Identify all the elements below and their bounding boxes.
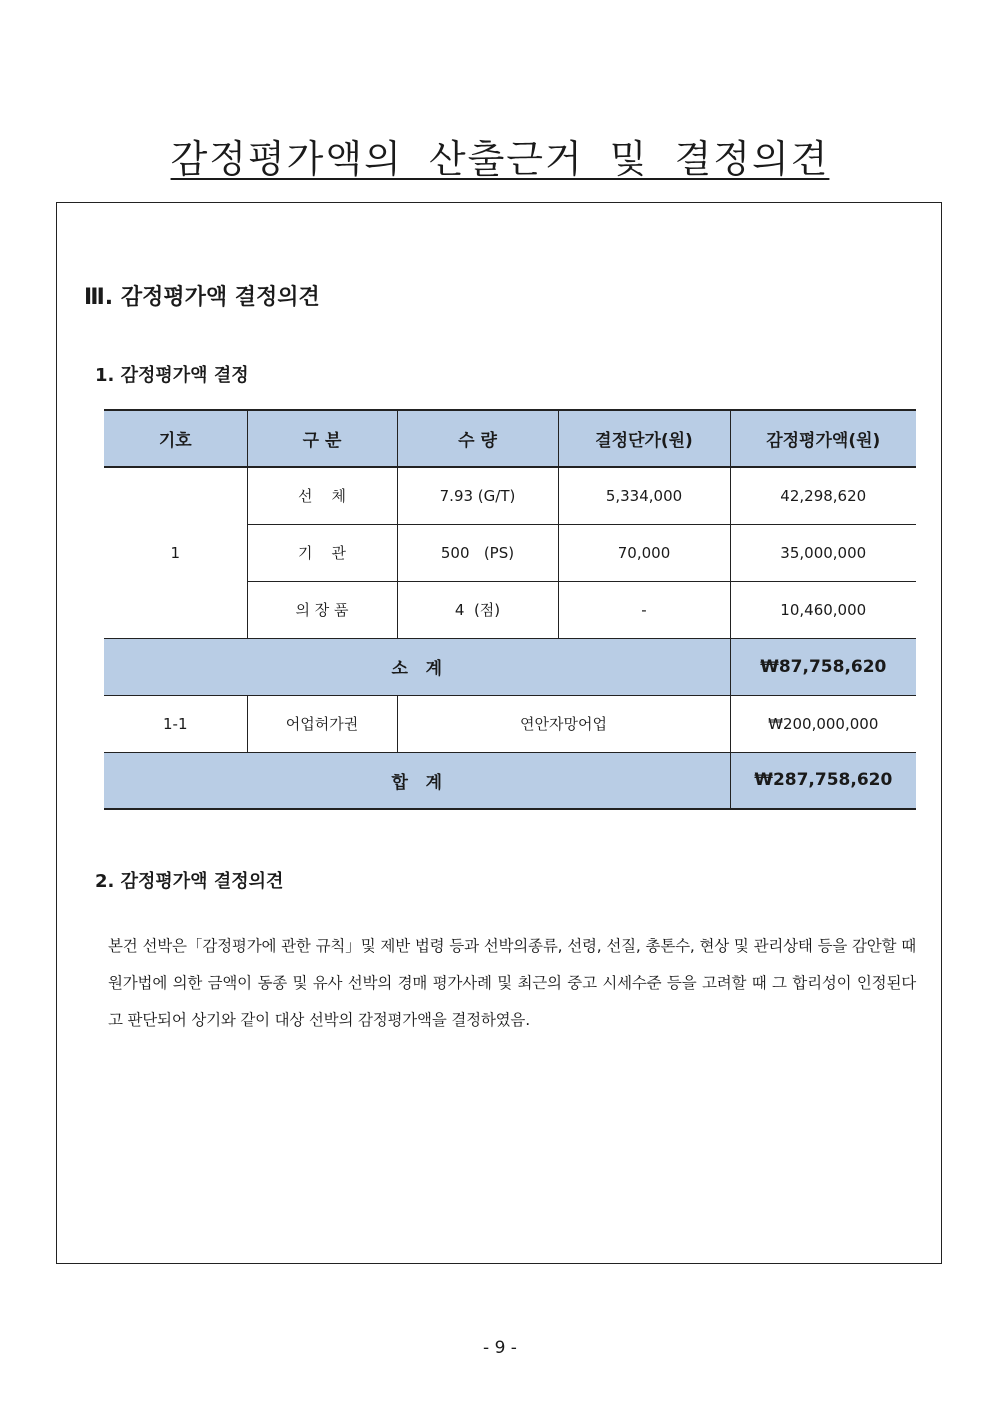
header-amount: 감정평가액(원)	[730, 410, 916, 467]
row-amount: 10,460,000	[730, 581, 916, 638]
page-title	[0, 132, 1000, 186]
table-row	[104, 467, 916, 524]
subtotal-label: 소 계	[104, 638, 730, 695]
subsection-heading-decision: 1. 감정평가액 결정	[95, 365, 249, 386]
header-category: 구 분	[247, 410, 397, 467]
opinion-paragraph: 본건 선박은「감정평가에 관한 규칙」및 제반 법령 등과 선박의종류, 선령, 선질, 총톤수, 현상 및 관리상태 등을 감안할 때 원가법에 의한 금액이 동종 및 유사 선박의 경매 평가사례 및 최근의 중고 시세수준 등을 고려할 때 그 합리성이 인정된다고 판단되어 상기와 같이 대상 선박의 감정평가액을 결정하였음.	[108, 937, 916, 1029]
license-symbol: 1-1	[104, 695, 247, 752]
group-symbol-cell: 1	[104, 467, 247, 638]
license-row	[104, 695, 916, 752]
row-quantity: 500 (PS)	[397, 524, 558, 581]
license-description: 연안자망어업	[397, 695, 730, 752]
row-unit-price: 70,000	[558, 524, 730, 581]
header-quantity: 수 량	[397, 410, 558, 467]
subsection-heading-opinion: 2. 감정평가액 결정의견	[95, 871, 284, 892]
table-header-row	[104, 410, 916, 467]
row-category: 선 체	[247, 467, 397, 524]
page-title-text: 감정평가액의 산출근거 및 결정의견	[170, 137, 830, 181]
section-heading: Ⅲ. 감정평가액 결정의견	[84, 285, 320, 310]
row-quantity: 4 (점)	[397, 581, 558, 638]
appraisal-table	[104, 409, 916, 810]
subtotal-row	[104, 638, 916, 695]
page-number: - 9 -	[483, 1338, 517, 1358]
row-category: 의 장 품	[247, 581, 397, 638]
subtotal-amount: ₩87,758,620	[730, 638, 916, 695]
total-label: 합 계	[104, 752, 730, 809]
row-category: 기 관	[247, 524, 397, 581]
row-quantity: 7.93 (G/T)	[397, 467, 558, 524]
total-row	[104, 752, 916, 809]
row-unit-price: 5,334,000	[558, 467, 730, 524]
header-unit-price: 결정단가(원)	[558, 410, 730, 467]
header-symbol: 기호	[104, 410, 247, 467]
license-category: 어업허가권	[247, 695, 397, 752]
license-amount: ₩200,000,000	[730, 695, 916, 752]
row-amount: 42,298,620	[730, 467, 916, 524]
row-amount: 35,000,000	[730, 524, 916, 581]
row-unit-price: -	[558, 581, 730, 638]
total-amount: ₩287,758,620	[730, 752, 916, 809]
